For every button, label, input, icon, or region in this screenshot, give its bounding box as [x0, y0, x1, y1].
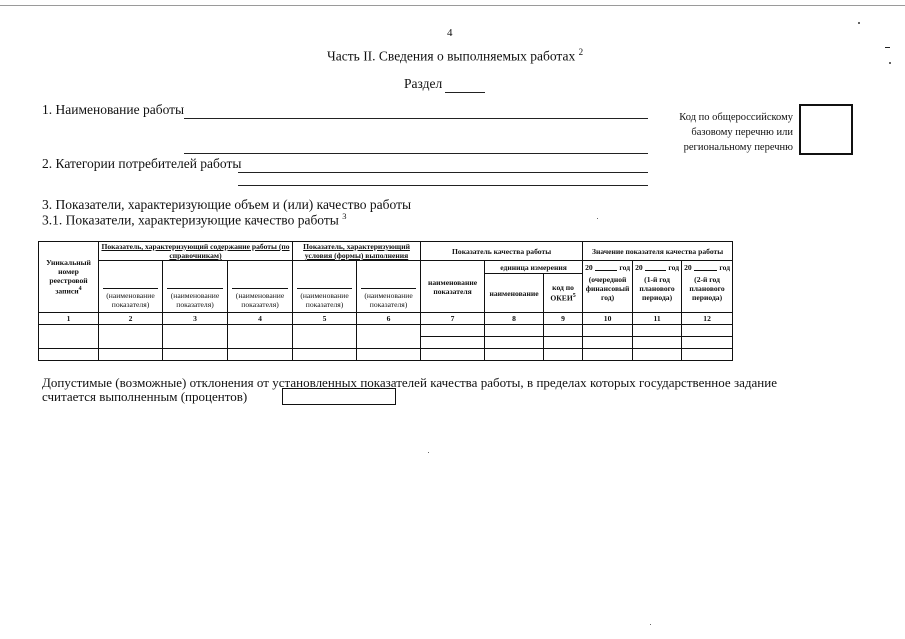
- th-year-3-suffix: год: [719, 263, 731, 272]
- cell-r1-c12[interactable]: [682, 325, 733, 337]
- th-unit-name: наименование: [485, 274, 544, 313]
- column-number-row: [39, 313, 733, 325]
- cell-r3-c8[interactable]: [485, 349, 544, 361]
- th-year-1-blank: [595, 263, 618, 271]
- th-year-1: [583, 261, 633, 313]
- cell-r2-c8[interactable]: [485, 337, 544, 349]
- th-year-1-prefix: 20: [585, 263, 593, 272]
- th-unique-record-footnote: 4: [78, 286, 82, 293]
- cell-r1-c11[interactable]: [633, 325, 682, 337]
- part-title: [327, 47, 583, 65]
- th-year-2-desc: (1-й год планового периода): [639, 275, 675, 302]
- cell-r1-c9[interactable]: [544, 325, 583, 337]
- col-num-10: 10: [583, 313, 633, 325]
- th-year-3-desc: (2-й год планового периода): [689, 275, 725, 302]
- th-year-3-head: [682, 263, 732, 272]
- cell-r2-c12[interactable]: [682, 337, 733, 349]
- cell-r1-c8[interactable]: [485, 325, 544, 337]
- col-num-2: 2: [99, 313, 163, 325]
- col-num-7: 7: [421, 313, 485, 325]
- part-title-footnote: 2: [578, 47, 584, 57]
- cell-r1-c5[interactable]: [293, 325, 357, 349]
- th-content-ind-3-text: (наименование показателя): [235, 291, 285, 309]
- th-conditions-ind-2: [357, 261, 421, 313]
- th-content-ind-3-line: [232, 288, 288, 289]
- scan-speck: [650, 624, 651, 625]
- th-okei-code: [544, 274, 583, 313]
- scan-speck: [597, 218, 598, 219]
- cell-r2-c10[interactable]: [583, 337, 633, 349]
- th-year-3-blank: [694, 263, 718, 271]
- consumer-categories-line-2[interactable]: [238, 185, 648, 186]
- deviation-percent-box[interactable]: [282, 388, 396, 405]
- cell-r1-c10[interactable]: [583, 325, 633, 337]
- cell-r3-c1[interactable]: [39, 349, 99, 361]
- cell-r3-c5[interactable]: [293, 349, 357, 361]
- th-content-ind-2-text: (наименование показателя): [170, 291, 220, 309]
- scan-speck: [858, 22, 860, 24]
- th-content-ind-3: [228, 261, 293, 313]
- col-num-9: 9: [544, 313, 583, 325]
- th-conditions-ind-1-text: (наименование показателя): [300, 291, 349, 309]
- quality-indicators-heading-text: 3.1. Показатели, характеризующие качество работы: [42, 212, 339, 228]
- th-conditions-ind-2-text: (наименование показателя): [364, 291, 413, 309]
- cell-r1-c2[interactable]: [99, 325, 163, 349]
- section-number-line[interactable]: [445, 92, 485, 93]
- th-unique-record: [39, 242, 99, 313]
- col-num-5: 5: [293, 313, 357, 325]
- cell-r1-c4[interactable]: [228, 325, 293, 349]
- th-conditions-ind-1: [293, 261, 357, 313]
- th-conditions-indicator: Показатель, характеризующий условия (формы) выполнения: [293, 242, 421, 261]
- th-conditions-ind-1-line: [297, 288, 352, 289]
- work-name-line-1[interactable]: [184, 118, 648, 119]
- scan-mark: [885, 47, 890, 48]
- cell-r2-c9[interactable]: [544, 337, 583, 349]
- okrb-code-label-line3: региональному перечню: [683, 142, 793, 153]
- th-year-2-head: [633, 263, 681, 272]
- th-okei-code-text: код по ОКЕИ: [550, 283, 574, 303]
- cell-r3-c7[interactable]: [421, 349, 485, 361]
- th-content-ind-1: [99, 261, 163, 313]
- cell-r1-c3[interactable]: [163, 325, 228, 349]
- cell-r3-c9[interactable]: [544, 349, 583, 361]
- scan-speck: [428, 452, 429, 453]
- th-conditions-ind-2-line: [361, 288, 416, 289]
- okrb-code-label: [672, 110, 793, 155]
- okrb-code-box[interactable]: [799, 104, 853, 155]
- deviation-text: Допустимые (возможные) отклонения от установленных показателей качества работы, в пределах которых государственное задание считается выполненным (процентов): [42, 375, 777, 404]
- cell-r3-c12[interactable]: [682, 349, 733, 361]
- th-content-indicator: Показатель, характеризующий содержание работы (по справочникам): [99, 242, 293, 261]
- th-year-2-suffix: год: [668, 263, 680, 272]
- th-year-2: [633, 261, 682, 313]
- th-year-1-suffix: год: [619, 263, 631, 272]
- part-title-text: Часть II. Сведения о выполняемых работах: [327, 48, 576, 64]
- work-name-label: 1. Наименование работы: [42, 102, 185, 117]
- col-num-11: 11: [633, 313, 682, 325]
- cell-r3-c10[interactable]: [583, 349, 633, 361]
- cell-r1-c7[interactable]: [421, 325, 485, 337]
- cell-r3-c4[interactable]: [228, 349, 293, 361]
- th-year-3-prefix: 20: [684, 263, 692, 272]
- section-label: Раздел: [404, 76, 443, 91]
- th-year-3: [682, 261, 733, 313]
- quality-indicators-table: [38, 241, 733, 361]
- table-row: [39, 349, 733, 361]
- consumer-categories-label: 2. Категории потребителей работы: [42, 156, 242, 171]
- page-top-border: [0, 5, 905, 6]
- th-year-1-head: [583, 263, 632, 272]
- quality-indicators-heading: [42, 211, 346, 229]
- indicators-heading: 3. Показатели, характеризующие объем и (или) качество работы: [42, 197, 412, 212]
- th-quality-value: Значение показателя качества работы: [583, 242, 733, 261]
- th-year-1-desc: (очередной финансовый год): [585, 275, 630, 302]
- th-indicator-name: наименование показателя: [421, 261, 485, 313]
- work-name-line-2[interactable]: [184, 153, 648, 154]
- th-content-ind-2-line: [167, 288, 223, 289]
- th-quality-indicator: Показатель качества работы: [421, 242, 583, 261]
- scan-speck: [889, 62, 891, 64]
- page-number: 4: [447, 27, 453, 39]
- cell-r3-c11[interactable]: [633, 349, 682, 361]
- col-num-3: 3: [163, 313, 228, 325]
- th-content-ind-1-text: (наименование показателя): [106, 291, 155, 309]
- th-unique-record-text: Уникальный номер реестровой записи: [46, 258, 91, 296]
- th-year-2-prefix: 20: [635, 263, 643, 272]
- th-okei-footnote: 5: [572, 293, 576, 300]
- col-num-8: 8: [485, 313, 544, 325]
- cell-r2-c11[interactable]: [633, 337, 682, 349]
- cell-r2-c7[interactable]: [421, 337, 485, 349]
- col-num-12: 12: [682, 313, 733, 325]
- cell-r3-c3[interactable]: [163, 349, 228, 361]
- okrb-code-label-line1: Код по общероссийскому: [679, 112, 793, 123]
- th-unit: единица измерения: [485, 261, 583, 274]
- quality-indicators-footnote: 3: [342, 211, 347, 221]
- th-year-2-blank: [645, 263, 667, 271]
- cell-r1-c6[interactable]: [357, 325, 421, 349]
- col-num-4: 4: [228, 313, 293, 325]
- okrb-code-label-line2: базовому перечню или: [691, 127, 793, 138]
- cell-r3-c6[interactable]: [357, 349, 421, 361]
- table-row: [39, 325, 733, 337]
- col-num-1: 1: [39, 313, 99, 325]
- col-num-6: 6: [357, 313, 421, 325]
- cell-r3-c2[interactable]: [99, 349, 163, 361]
- th-content-ind-1-line: [103, 288, 158, 289]
- cell-r1-c1[interactable]: [39, 325, 99, 349]
- consumer-categories-line-1[interactable]: [238, 172, 648, 173]
- th-content-ind-2: [163, 261, 228, 313]
